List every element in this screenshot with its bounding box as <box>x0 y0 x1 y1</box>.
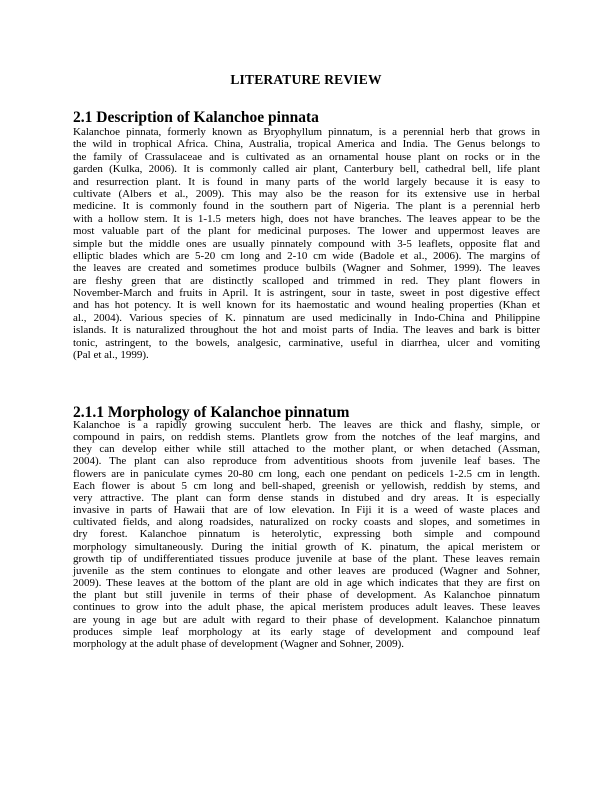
text-line: November-March and fruits in April. It is astringent, sour in taste, sweet in post digestive effect <box>73 287 540 300</box>
text-line: are young in age but are adult with regard to their phase of development. Kalanchoe pinnatum <box>73 613 540 626</box>
section-heading-morphology: 2.1.1 Morphology of Kalanchoe pinnatum <box>73 404 350 421</box>
text-line: with a hollow stem. It is 1-1.5 meters high, does not have branches. The leaves appear to be the <box>73 212 540 225</box>
text-line: Kalanchoe pinnata, formerly known as Bryophyllum pinnatum, is a perennial herb that grows in <box>73 126 540 138</box>
paragraph-morphology <box>73 419 540 650</box>
text-line: flowers are in paniculate cymes 20-80 cm long, each one pendant on pedicels 1-2.5 cm in length. <box>73 467 540 480</box>
text-line: growth tip of undifferentiated tissues produce juvenile at base of the plant. These leaves remain <box>73 552 540 565</box>
text-line: cultivated fields, and along roadsides, naturalized on rocky coasts and slopes, and sometimes in <box>73 516 540 529</box>
text-line: (Pal et al., 1999). <box>73 349 149 362</box>
text-line: simple but the middle ones are usually pinnately compound with 3-5 leaflets, opposite flat and <box>73 237 540 250</box>
text-line: Kalanchoe is a rapidly growing succulent herb. The leaves are thick and flashy, simple, or <box>73 419 540 431</box>
text-line: the wild in trophical Africa. China, Australia, tropical America and India. The Genus belongs to <box>73 138 540 151</box>
text-line: most valuable part of the plant for medicinal purposes. The lower and uppermost leaves are <box>73 225 540 238</box>
text-line: elliptic blades which are 5-20 cm long and 2-10 cm wide (Badole et al., 2006). The margins of <box>73 249 540 262</box>
section-heading-description: 2.1 Description of Kalanchoe pinnata <box>73 109 319 126</box>
text-line: islands. It is naturalized throughout the hot and moist parts of India. The leaves and bark is bitter <box>73 324 540 337</box>
text-line: medicine. It is commonly found in the southern part of Nigeria. The plant is a perennial herb <box>73 200 540 213</box>
text-line: the plant but still juvenile in terms of their phase of development. As Kalanchoe pinnatum <box>73 589 540 602</box>
text-line: continues to grow into the adult phase, the apical meristem produces adult leaves. These leaves <box>73 601 540 614</box>
text-line: and has hot potency. It is well known for its haemostatic and wound healing properties (Khan et <box>73 299 540 312</box>
text-line: invasive in parts of Hawaii that are of low elevation. In Fiji it is a weed of waste places and <box>73 504 540 517</box>
text-line: juvenile as the stem continues to elongate and other leaves are produced (Wagner and Sohner, <box>73 564 540 577</box>
text-line: cultivate (Albers et al., 2009). This may also be the reason for its extensive use in herbal <box>73 187 540 200</box>
text-line: garden (Kulka, 2006). It is commonly called air plant, Canterbury bell, cathedral bell, life plant <box>73 163 540 176</box>
text-line: morphology at the adult phase of development (Wagner and Sohner, 2009). <box>73 637 405 650</box>
text-line: produces simple leaf morphology at its early stage of development and compound leaf <box>73 625 540 638</box>
text-line: al., 2004). Various species of K. pinnatum are used medicinally in Indo-China and Philippine <box>73 311 540 324</box>
text-line: Each flower is about 5 cm long and bell-shaped, greenish or yellowish, reddish by stems, and <box>73 479 540 492</box>
page-title: LITERATURE REVIEW <box>230 72 382 87</box>
text-line: and resurrection plant. It is found in many parts of the world largely because it is easy to <box>73 175 540 188</box>
text-line: compound in pairs, on reddish stems. Plantlets grow from the notches of the leaf margins, and <box>73 431 540 444</box>
text-line: the family of Crassulaceae and is cultivated as an ornamental house plant on rocks or in the <box>73 150 540 163</box>
text-line: 2004). The plant can also reproduce from adventitious shoots from juvenile leaf bases. The <box>73 455 540 468</box>
text-line: they can develop either while still attached to the mother plant, or when detached (Assman, <box>73 443 540 456</box>
text-line: the leaves are created and sometimes produce bulbils (Wagner and Sohmer, 1999). The leaves <box>73 262 540 275</box>
text-line: very attractive. The plant can form dense stands in distubed and dry areas. It is especially <box>73 491 540 504</box>
paragraph-description <box>73 126 540 361</box>
text-line: dry forest. Kalanchoe pinnatum is heterolytic, expressing both simple and compound <box>73 528 540 541</box>
text-line: morphology simultaneously. During the initial growth of K. pinatum, the apical meristem or <box>73 540 540 553</box>
text-line: 2009). These leaves at the bottom of the plant are old in age which indicates that they are first on <box>73 577 540 590</box>
text-line: tonic, astringent, to the bowels, analgesic, carminative, useful in diarrhea, ulcer and vomiting <box>73 336 540 349</box>
text-line: are fleshy green that are distinctly scalloped and trimmed in red. They plant flowers in <box>73 274 540 287</box>
